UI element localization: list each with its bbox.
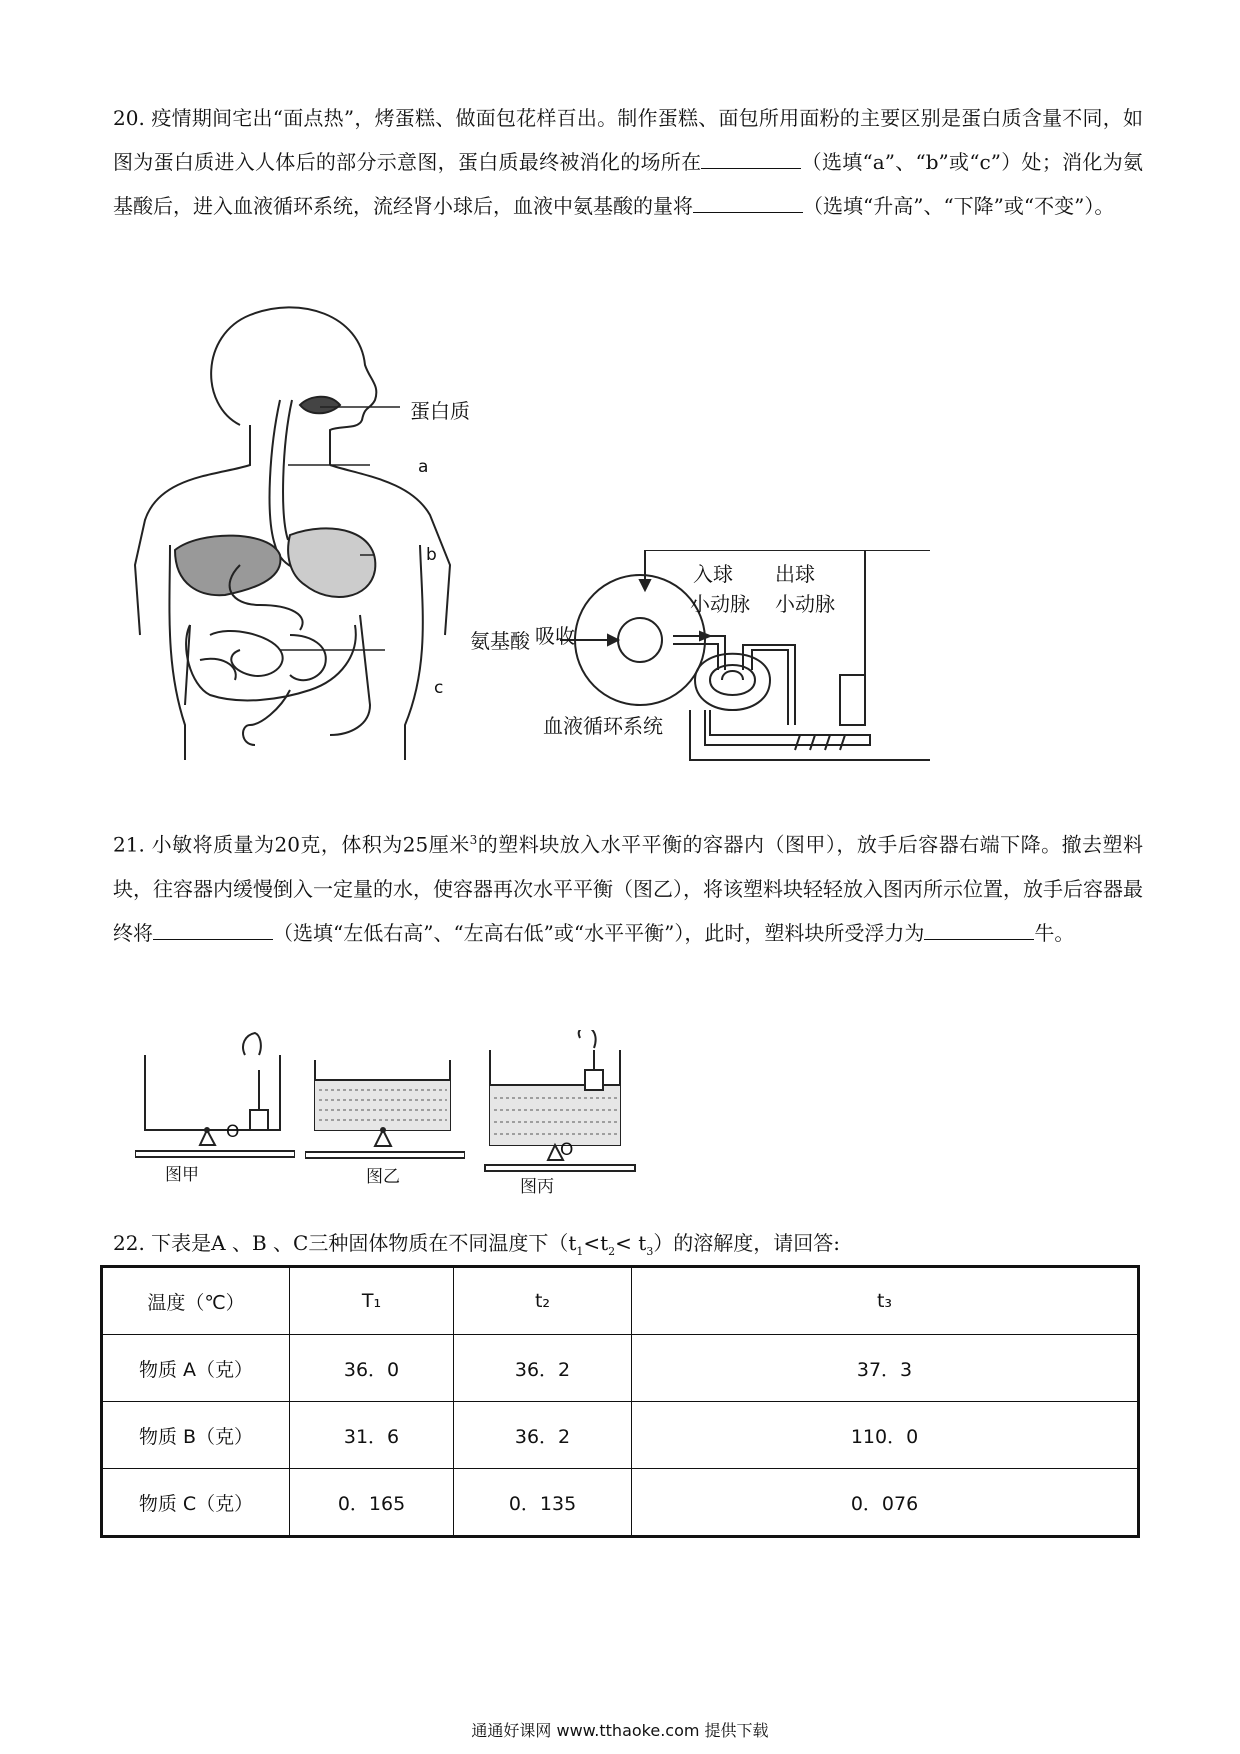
figure-bing bbox=[480, 1030, 640, 1195]
label-circulation-system: 血液循环系统 bbox=[543, 714, 663, 738]
label-afferent-2: 小动脉 bbox=[690, 592, 750, 616]
answer-blank-2[interactable] bbox=[693, 192, 803, 213]
label-efferent-2: 小动脉 bbox=[775, 592, 835, 616]
page-footer: 通通好课网 www.tthaoke.com 提供下载 bbox=[471, 1721, 769, 1740]
table-cell: 110．0 bbox=[632, 1402, 1139, 1469]
table-cell: 温度（℃） bbox=[102, 1267, 290, 1335]
label-a: a bbox=[418, 457, 429, 477]
label-b: b bbox=[426, 545, 437, 565]
label-efferent-1: 出球 bbox=[775, 562, 815, 586]
label-afferent-1: 入球 bbox=[693, 562, 733, 586]
table-header-row bbox=[102, 1267, 1139, 1335]
table-cell: 物质 C（克） bbox=[102, 1469, 290, 1537]
table-cell: 0．135 bbox=[454, 1469, 632, 1537]
digestive-system-diagram bbox=[130, 305, 460, 765]
fig-label-yi: 图乙 bbox=[366, 1167, 400, 1187]
question-22: 22. 下表是A 、B 、C三种固体物质在不同温度下$(t_1<t_2< t_3)$的溶解度，请回答: bbox=[113, 1231, 841, 1258]
figure-jia bbox=[135, 1025, 295, 1185]
table-cell: 物质 A（克） bbox=[102, 1335, 290, 1402]
fig-label-jia: 图甲 bbox=[165, 1165, 199, 1185]
label-absorb: 吸收 bbox=[535, 624, 575, 648]
solubility-table bbox=[100, 1265, 1140, 1538]
table-cell: t₃ bbox=[632, 1267, 1139, 1335]
table-cell: 物质 B（克） bbox=[102, 1402, 290, 1469]
label-amino-acid: 氨基酸 bbox=[470, 629, 530, 653]
table-cell: T₁ bbox=[290, 1267, 454, 1335]
table-cell: 36．2 bbox=[454, 1335, 632, 1402]
question-21: 21. 小敏将质量为20克，体积为25厘米$^3$的塑料块放入水平平衡的容器内（图甲），放手后容器右端下降。撤去塑料块，往容器内缓慢倒入一定量的水，使容器再次水平平衡（图乙），将该塑料块轻轻放入图丙所示位置，放手后容器最终将 （选填“左低右高”、“左高右低”或“水平平衡”），此时，塑料块所受浮力为 牛。 bbox=[113, 832, 1144, 945]
label-c: c bbox=[434, 678, 444, 698]
table-row bbox=[102, 1402, 1139, 1469]
pivot-o-1: O bbox=[226, 1122, 240, 1142]
table-cell: 37．3 bbox=[632, 1335, 1139, 1402]
answer-blank-3[interactable] bbox=[153, 919, 273, 940]
answer-blank-1[interactable] bbox=[701, 148, 801, 169]
table-row bbox=[102, 1469, 1139, 1537]
label-protein: 蛋白质 bbox=[410, 399, 470, 423]
answer-blank-4[interactable] bbox=[924, 919, 1034, 940]
fig-label-bing: 图丙 bbox=[520, 1177, 554, 1197]
pivot-o-3: O bbox=[560, 1140, 574, 1160]
table-cell: 31．6 bbox=[290, 1402, 454, 1469]
table-cell: t₂ bbox=[454, 1267, 632, 1335]
table-cell: 36．0 bbox=[290, 1335, 454, 1402]
table-cell: 0．165 bbox=[290, 1469, 454, 1537]
question-20: 20. 疫情期间宅出“面点热”，烤蛋糕、做面包花样百出。制作蛋糕、面包所用面粉的主要区别是蛋白质含量不同，如图为蛋白质进入人体后的部分示意图，蛋白质最终被消化的场所在 （选填“a”、“b”或“c”）处；消化为氨基酸后，进入血液循环系统，流经肾小球后，血液中氨基酸的量将 （选填“升高”、“下降”或“不变”）。 bbox=[113, 106, 1144, 218]
table-cell: 0．076 bbox=[632, 1469, 1139, 1537]
table-row bbox=[102, 1335, 1139, 1402]
table-cell: 36．2 bbox=[454, 1402, 632, 1469]
